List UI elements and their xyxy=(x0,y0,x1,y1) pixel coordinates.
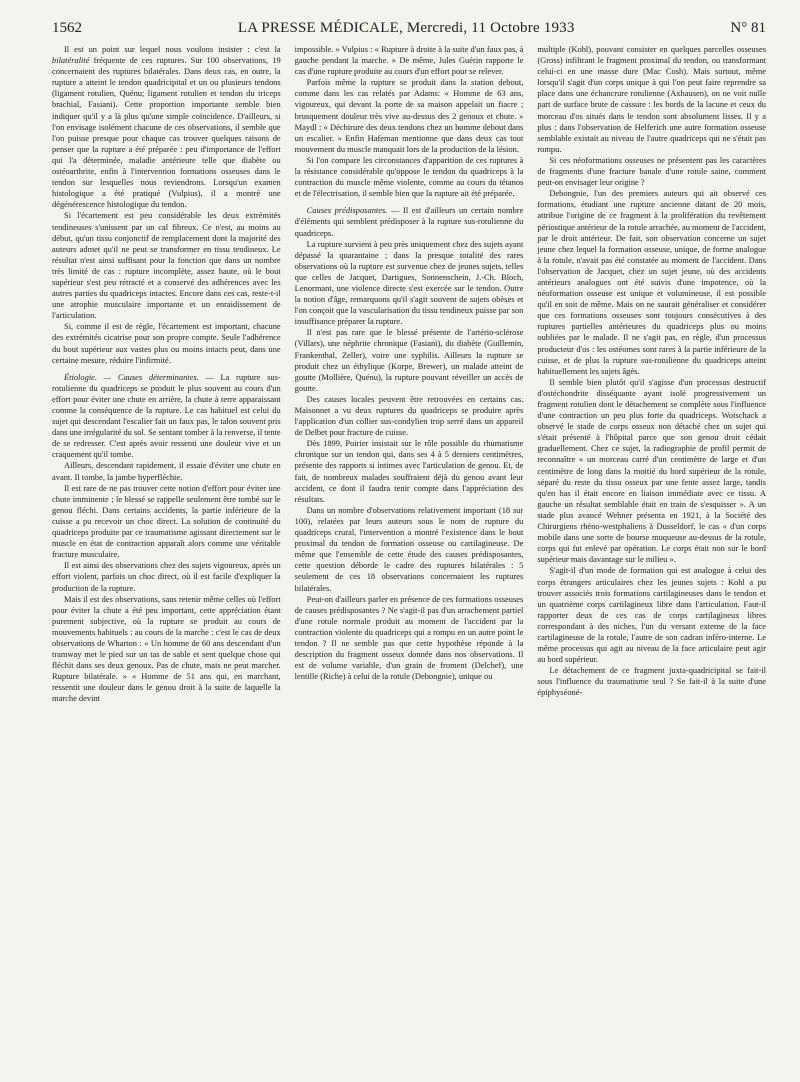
section-heading-predisposing: Causes prédisposantes. xyxy=(306,205,388,216)
paragraph: Étiologie. — Causes déterminantes. — La rupture sus-rotulienne du quadriceps se produit le plus souvent au cours d'un effort pour éviter une chute en arrière, la chute à terre apparaissant comme la conséquence de la rupture. Le cas habituel est celui du sujet qui descendant l'escalier fait un faux pas, le talon souvent pris dans une irrégularité du sol. Se sentant tomber à la renverse, il tente de se redresser. C'est après avoir ressenti une douleur vive et un craquement qu'il tombe. xyxy=(52,371,281,460)
article-body xyxy=(52,44,766,1064)
paragraph: Mais il est des observations, sans retenir même celles où l'effort pour éviter la chute a été peu important, cette appréciation étant purement subjective, où la rupture se produit au cours de mouvements habituels : au cours de la marche : c'est le cas de deux observations de Wharton : « Un homme de 60 ans descendant d'un tramway met le pied sur un tas de sable et sent quelque chose qui fléchit dans ses deux genoux. Pas de chute, mais ne peut marcher. Rupture bilatérale. » « Homme de 51 ans qui, en marchant, ressentit une douleur dans le genou droit à la suite de laquelle la marche devint xyxy=(52,593,281,704)
column-1 xyxy=(52,44,281,1064)
paragraph: Il est ainsi des observations chez des sujets vigoureux, après un effort violent, parfois un choc direct, où il est facile d'expliquer la production de la rupture. xyxy=(52,560,281,593)
emphasis: bilatéralité xyxy=(52,55,90,66)
paragraph: multiple (Kohl), pouvant consister en quelques parcelles osseuses (Gross) infiltrant le fragment proximal du tendon, ou transformant celui-ci en une masse dure (Mac Cosh). Mais surtout, même lorsqu'il s'agit d'un corps unique à qui l'on peut faire reprendre sa place dans une échancrure rotulienne (Axhausen), on ne voit nulle part de surface brute de cassure : les bords de la lacune et ceux du morceau d'os situés dans le tendon sont absolument lisses. Il y a plus : dans l'observation de Helferich une autre formation osseuse semblable existait au niveau de l'autre quadriceps qui ne s'était pas rompu. xyxy=(537,44,766,154)
column-2 xyxy=(295,44,524,1064)
paragraph: Ailleurs, descendant rapidement, il essaie d'éviter une chute en avant. Il tombe, la jambe hyperfléchie. xyxy=(52,460,281,482)
paragraph: Causes prédisposantes. — Il est d'ailleurs un certain nombre d'éléments qui semblent prédisposer à la rupture sus-rotulienne du quadriceps. xyxy=(294,205,524,238)
paragraph: Il semble bien plutôt qu'il s'agisse d'un processus destructif d'ostéchondrite disséquante ayant isolé progressivement un fragment rotulien dont le détachement se complète sous l'influence d'une contraction un peu plus forte du quadriceps. Wotschack a observé le stade de corps osseux non détaché chez un sujet qui s'était présenté à l'hôpital parce que son genou droit cédait graduellement. Chez ce sujet, la radiographie de profil permit de reconnaître « un morceau carré d'un centimètre de large et d'un centimètre de long dans la moitié du bord supérieur de la rotule, séparé du reste du tissu osseux par une fente assez large, tandis qu'en bas il était encore en liaison immédiate avec ce tissu. A gauche un résultat semblable était en train de s'esquisser ». A un stade plus avancé Wehner présenta en 1921, à la Société des Chirurgiens rhéno-westphaliens à Dusseldorf, le cas « d'un corps mobile dans une sorte de bourse muqueuse au-dessus de la rotule, corps qui fut enlevé par opération. Le corps était non sur le bord supérieur mais davantage sur le milieu ». xyxy=(537,376,766,565)
paragraph: Dans un nombre d'observations relativement important (18 sur 100), relatées par leurs auteurs sous le nom de rupture du quadriceps crural, l'intervention a montré l'existence dans le bout proximal du tendon de formation osseuse ou cartilagineuse. De même que l'ensemble de cette étude des causes prédisposantes, cette question déborde le cadre des ruptures bilatérales : 5 seulement de ces 18 observations concernaient les ruptures bilatérales. xyxy=(294,504,524,593)
section-heading-etiology: Étiologie. — Causes déterminantes. xyxy=(64,371,199,382)
paragraph: Debongnie, l'un des premiers auteurs qui ait observé ces formations, étudiant une rupture ancienne datant de 20 mois, attribue l'origine de ce fragment à la prolifération du revêtement périostique antérieur de la rotule arrachée, au moment de l'accident, par le droit antérieur. De fait, son observation concerne un sujet jeune chez lequel la formation osseuse, unique, de forme analogue à la rotule, n'avait pas été constatée au moment de l'accident. Dans l'observation de Jacquet, chez un sujet jeune, où des accidents antérieurs analogues ont été suivis d'une impotence, où la néoformation osseuse est unique et volumineuse, il est possible qu'il en soit de même. Mais on ne saurait généraliser et considérer que ces formations osseuses sont toujours consécutives à des ruptures partielles antérieures du quadriceps plus ou moins oubliées par le malade. Il ne s'agit pas, en règle, d'un processus producteur d'os : les ostéomes sont rares à la partie inférieure de la cuisse, et de plus la rupture sus-rotulienne du quadriceps atteint habituellement les sujets âgés. xyxy=(537,188,766,376)
paragraph: Des causes locales peuvent être retrouvées en certains cas. Maisonnet a vu deux ruptures du quadriceps se produire après l'application d'un collier sus-condylien trop serré dans un appareil de Delbet pour fracture de cuisse. xyxy=(294,393,524,438)
paragraph: Si, comme il est de règle, l'écartement est important, chacune des extrémités cicatrise pour son propre compte. Seule l'adhérence du bout supérieur aux vastes plus ou moins intacts peut, dans une certaine mesure, réduire l'infirmité. xyxy=(52,321,281,365)
paragraph: Si l'écartement est peu considérable les deux extrémités tendineuses s'unissent par un cal fibreux. Ce n'est, au moins au début, qu'un tissu conjonctif de remplacement dont la majorité des auteurs admet qu'il ne peut se transformer en tissu tendineux. Le résultat n'est ainsi suffisant pour la fonction que dans un nombre très limité de cas : rupture incomplète, assez haute, où le bout supérieur s'est peu rétracté et a conservé des adhérences avec les autres parties du quadriceps intactes. Encore dans ces cas, reste-t-il une atrophie musculaire importante et un enraidissement de l'articulation. xyxy=(52,210,281,321)
issue-number: N° 81 xyxy=(730,20,766,36)
column-3 xyxy=(537,44,766,1064)
paragraph: impossible. » Vulpius : « Rupture à droite à la suite d'un faux pas, à gauche pendant la marche. » De même, Jules Guérin rapporte le cas d'une rupture produite au cours d'un effort pour se relever. xyxy=(294,44,524,77)
paragraph: La rupture survient à peu près uniquement chez des sujets ayant dépassé la quarantaine ; dans la presque totalité des rares observations où la rupture est survenue chez de jeunes sujets, telles que celles de Jacquet, Dartigues, Sonnenschein, J.-Ch. Bloch, Lenormant, une violence directe s'est exercée sur le tendon. Outre la notion d'âge, remarquons qu'il s'agit souvent de sujets obèses et l'on conçoit que la vascularisation du tissu tendineux puisse par son insuffisance préparer la rupture. xyxy=(294,238,524,327)
paragraph: Dès 1899, Poirier insistait sur le rôle possible du rhumatisme chronique sur un tendon qui, dans ses 4 à 5 derniers centimètres, présente des rapports si intimes avec l'articulation de genou. Et, de fait, de nombreux malades souffraient déjà du genou avant leur accident, ce dont il faudra tenir compte dans l'appréciation des résultats. xyxy=(294,438,524,504)
running-header xyxy=(52,20,766,44)
paragraph: Peut-on d'ailleurs parler en présence de ces formations osseuses de causes prédisposantes ? Ne s'agit-il pas d'un arrachement partiel d'une rotule normale produit au moment de l'accident par la contraction violente du quadriceps qui a rompu en un autre point le tendon ? Il ne semble pas que cette hypothèse réponde à la description du fragment osseux donnée dans nos observations. Il est de volume variable, d'un grain de froment (Delchef), une lentille (Riche) à celui de la rotule (Debongnie), unique ou xyxy=(294,593,524,682)
paragraph: Le détachement de ce fragment juxta-quadricipital se fait-il sous l'influence du traumatisme seul ? Se fait-il à la suite d'une épiphyséoné- xyxy=(537,665,766,698)
paragraph: Il n'est pas rare que le blessé présente de l'artério-sclérose (Villars), une néphrite chronique (Fasiani), du diabète (Guillemin, Frankenthal, Zeller), voire une syphilis. Ailleurs la rupture se produit chez un éthylique (Korpe, Brewer), un malade atteint de goutte (Mollière, Quénu), la rupture pouvant réveiller un accès de goutte. xyxy=(294,327,524,393)
paragraph: Parfois même la rupture se produit dans la station debout, comme dans les cas relatés par Adams: « Homme de 63 ans, vigoureux, qui devant la porte de sa maison appelait un fiacre ; brusquement douleur très vive au-dessus des 2 genoux et chute. » Maydl : « Déchirure des deux tendons chez un homme debout dans un escalier. » Enfin Hafeman mentionne que dans deux cas tout mouvement du muscle manquait lors de la production de la lésion. xyxy=(294,77,524,154)
paragraph: Il est un point sur lequel nous voulons insister : c'est la bilatéralité fréquente de ces ruptures. Sur 100 observations, 19 concernaient des ruptures bilatérales. Dans deux cas, en outre, la rupture a atteint le tendon quadricipital et un ou plusieurs tendons (ligament rotulien, Quénu; ligament rotulien et tendon du triceps brachial, Fasiani). Cette proportion importante semble bien indiquer qu'il y a là plus qu'une simple coïncidence. D'ailleurs, si l'on envisage isolément chacune de ces observations, il semble que l'on puisse presque pour chaque cas trouver quelques raisons de penser que la rupture a été préparée : peu d'importance de l'effort qui l'a déterminée, maladie antérieure telle que diabète ou ostéoarthrite, enfin à l'intervention formations osseuses dans le tendon sur lesquelles nous reviendrons. Lorsqu'un examen histologique a été pratiqué (Vulpius), il a montré une dégénérescence histologique du tendon. xyxy=(52,44,281,210)
paragraph: S'agit-il d'un mode de formation qui est analogue à celui des corps étrangers articulaires chez les jeunes sujets : Kohl a pu trouver associés trois formations cartilagineuses dans le tendon et un quatrième corps cartilagineux libre dans l'articulation. Faut-il rapporter deux de ces cas de corps cartilagineux libres correspondant à des niches, l'un du versant externe de la face cartilagineuse de la rotule, l'autre de son cadran inféro-interne. Le même processus qui agit au niveau de la face articulaire peut agir au bord supérieur. xyxy=(537,565,766,665)
page-number: 1562 xyxy=(52,20,82,36)
paragraph: Si ces néoformations osseuses ne présentent pas les caractères de fragments d'une fracture banale d'une rotule saine, comment peut-on envisager leur origine ? xyxy=(537,154,766,188)
paragraph: Il est rare de ne pas trouver cette notion d'effort pour éviter une chute imminente ; le blessé se rappelle seulement être tombé sur le genou fléchi. Dans certains accidents, la partie inférieure de la cuisse a pu recevoir un choc direct. La solution de continuité du quadriceps produite par ce traumatisme agissant directement sur le muscle en état de contraction apparaît alors comme une véritable fracture musculaire. xyxy=(52,482,281,560)
paragraph: Si l'on compare les circonstances d'apparition de ces ruptures à la résistance considérable qu'oppose le tendon du quadriceps à la contraction du muscle même violente, comme au cours du tétanos et de l'électrisation, il semble bien que la rupture ait été préparée. xyxy=(294,154,524,199)
journal-title: LA PRESSE MÉDICALE, Mercredi, 11 Octobre 1933 xyxy=(237,20,575,36)
